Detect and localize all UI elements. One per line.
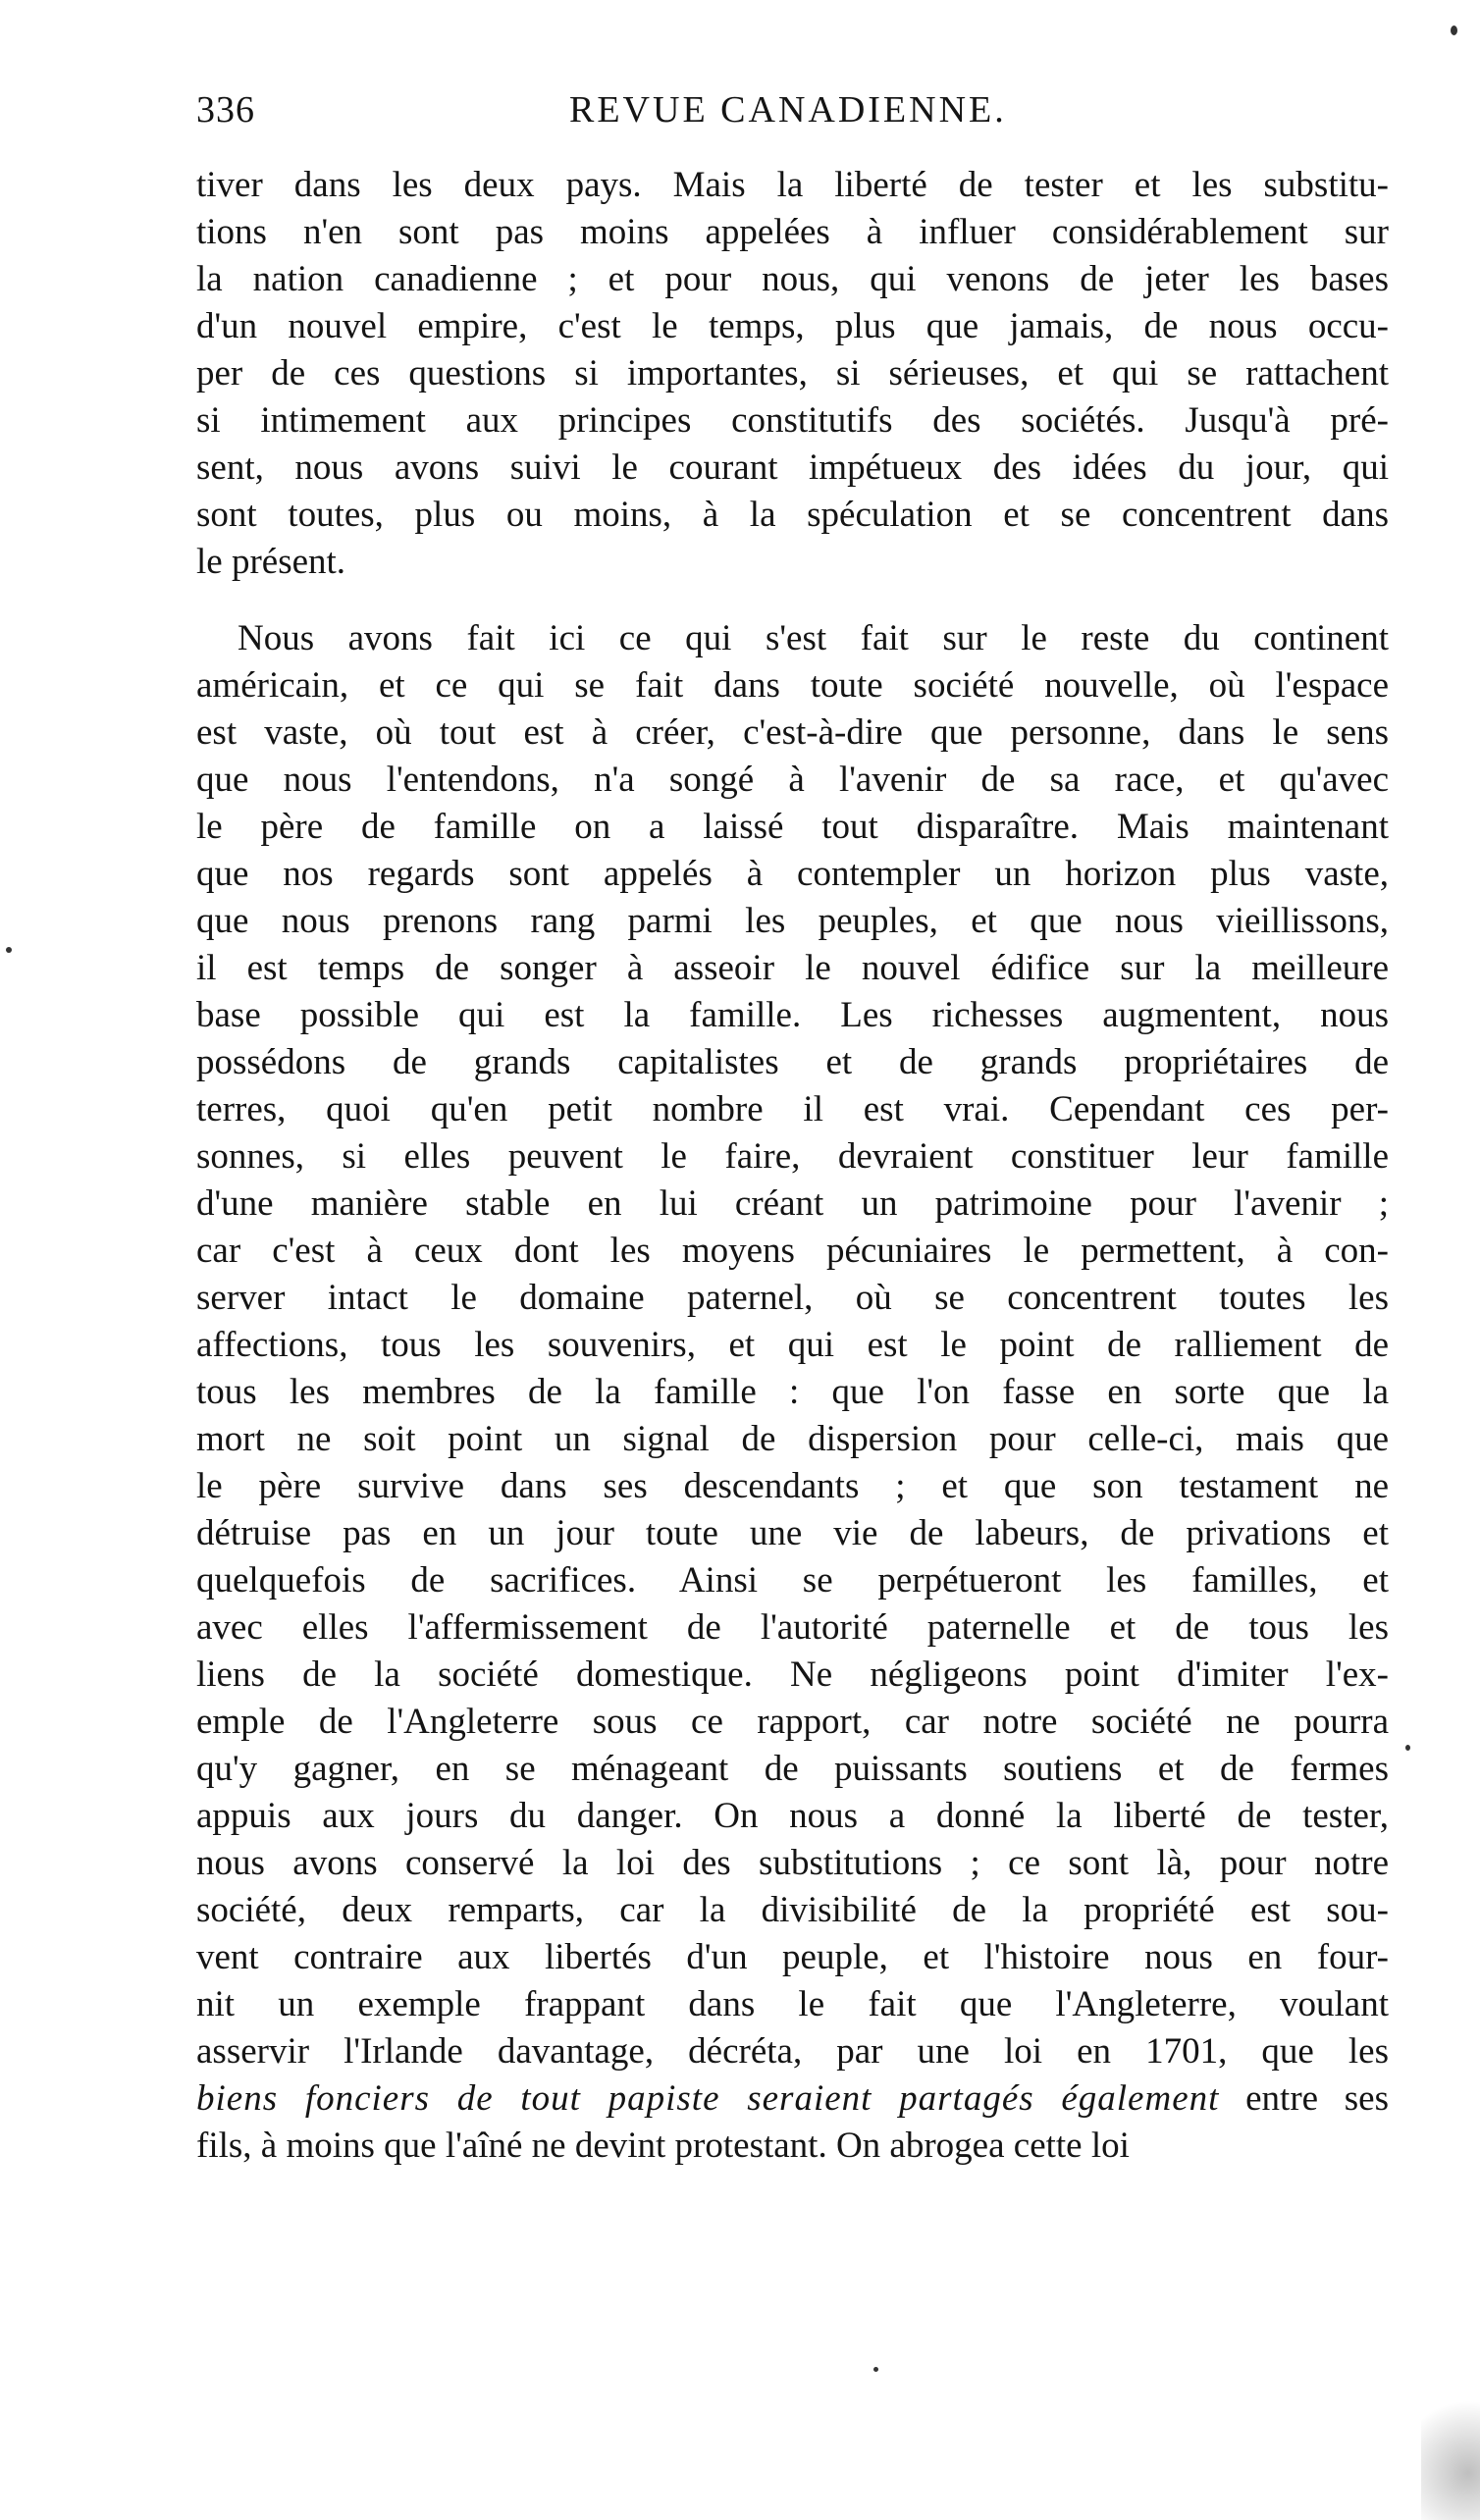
text-line: avec elles l'affermissement de l'autorité paternelle et de tous les	[196, 1607, 1389, 1648]
text-line: tiver dans les deux pays. Mais la liberté de tester et les substitu-	[196, 165, 1389, 205]
italic-line-rest: entre ses	[1219, 2078, 1389, 2119]
text-line: appuis aux jours du danger. On nous a donné la liberté de tester,	[196, 1796, 1389, 1836]
text-line: server intact le domaine paternel, où se concentrent toutes les	[196, 1278, 1389, 1318]
text-line: tous les membres de la famille : que l'on fasse en sorte que la	[196, 1372, 1389, 1412]
text-line: il est temps de songer à asseoir le nouvel édifice sur la meilleure	[196, 948, 1389, 988]
text-line: est vaste, où tout est à créer, c'est-à-dire que personne, dans le sens	[196, 712, 1389, 753]
text-line: sont toutes, plus ou moins, à la spéculation et se concentrent dans	[196, 495, 1389, 535]
text-line: car c'est à ceux dont les moyens pécuniaires le permettent, à con-	[196, 1231, 1389, 1271]
text-line: américain, et ce qui se fait dans toute société nouvelle, où l'espace	[196, 665, 1389, 706]
text-line: tions n'en sont pas moins appelées à influer considérablement sur	[196, 212, 1389, 252]
text-line: le père de famille on a laissé tout disparaître. Mais maintenant	[196, 807, 1389, 847]
paragraph-gap	[196, 586, 1389, 615]
text-line: détruise pas en un jour toute une vie de labeurs, de privations et	[196, 1513, 1389, 1553]
text-line: d'un nouvel empire, c'est le temps, plus que jamais, de nous occu-	[196, 306, 1389, 346]
text-line: sonnes, si elles peuvent le faire, devraient constituer leur famille	[196, 1136, 1389, 1177]
text-line: nous avons conservé la loi des substitutions ; ce sont là, pour notre	[196, 1843, 1389, 1883]
italic-phrase: biens fonciers de tout papiste seraient partagés également	[196, 2078, 1220, 2119]
text-line: Nous avons fait ici ce qui s'est fait sur le reste du continent	[238, 618, 1389, 658]
text-line: asservir l'Irlande davantage, décréta, par une loi en 1701, que les	[196, 2031, 1389, 2072]
text-line: possédons de grands capitalistes et de grands propriétaires de	[196, 1042, 1389, 1082]
page-number: 336	[196, 89, 255, 131]
text-line: que nous prenons rang parmi les peuples, et que nous vieillissons,	[196, 901, 1389, 941]
text-line: terres, quoi qu'en petit nombre il est vrai. Cependant ces per-	[196, 1089, 1389, 1129]
text-line: mort ne soit point un signal de dispersion pour celle-ci, mais que	[196, 1419, 1389, 1459]
text-line: vent contraire aux libertés d'un peuple, et l'histoire nous en four-	[196, 1937, 1389, 1977]
text-line: sent, nous avons suivi le courant impétueux des idées du jour, qui	[196, 447, 1389, 488]
text-line: d'une manière stable en lui créant un patrimoine pour l'avenir ;	[196, 1183, 1389, 1224]
text-line: nit un exemple frappant dans le fait que l'Angleterre, voulant	[196, 1984, 1389, 2024]
text-line: le présent.	[196, 542, 346, 582]
text-line: la nation canadienne ; et pour nous, qui venons de jeter les bases	[196, 259, 1389, 299]
text-line: per de ces questions si importantes, si sérieuses, et qui se rattachent	[196, 353, 1389, 394]
text-line: emple de l'Angleterre sous ce rapport, car notre société ne pourra	[196, 1702, 1389, 1742]
text-line: quelquefois de sacrifices. Ainsi se perpétueront les familles, et	[196, 1560, 1389, 1601]
print-speck	[1405, 1745, 1410, 1751]
text-line: qu'y gagner, en se ménageant de puissants soutiens et de fermes	[196, 1749, 1389, 1789]
text-line: que nos regards sont appelés à contempler un horizon plus vaste,	[196, 854, 1389, 894]
print-speck	[873, 2367, 878, 2372]
text-line: liens de la société domestique. Ne négligeons point d'imiter l'ex-	[196, 1654, 1389, 1695]
running-head	[196, 88, 1374, 147]
paragraph-1	[196, 162, 1389, 586]
text-line: affections, tous les souvenirs, et qui est le point de ralliement de	[196, 1325, 1389, 1365]
print-speck	[1451, 26, 1457, 35]
text-line-italic	[196, 2075, 1389, 2123]
paragraph-2	[196, 615, 1389, 2075]
text-line: le père survive dans ses descendants ; et que son testament ne	[196, 1466, 1389, 1506]
text-line: si intimement aux principes constitutifs des sociétés. Jusqu'à pré-	[196, 400, 1389, 441]
body-text	[196, 162, 1389, 2170]
print-speck	[6, 947, 12, 953]
text-line: base possible qui est la famille. Les richesses augmentent, nous	[196, 995, 1389, 1035]
text-line: que nous l'entendons, n'a songé à l'avenir de sa race, et qu'avec	[196, 760, 1389, 800]
text-line: société, deux remparts, car la divisibilité de la propriété est sou-	[196, 1890, 1389, 1930]
header-title: REVUE CANADIENNE.	[569, 89, 1007, 131]
text-line-final: fils, à moins que l'aîné ne devint protestant. On abrogea cette loi	[196, 2126, 1130, 2166]
scan-edge-noise	[1421, 2363, 1480, 2520]
